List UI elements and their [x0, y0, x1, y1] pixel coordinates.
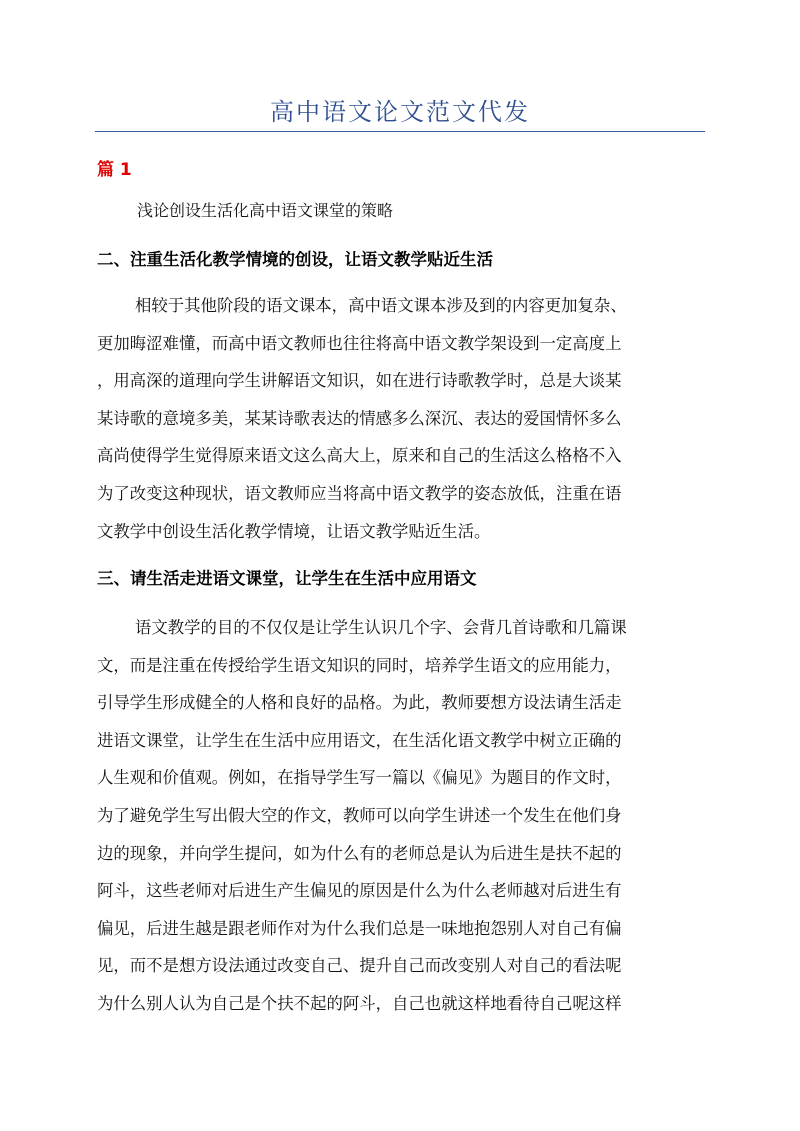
paragraph-line: 引导学生形成健全的人格和良好的品格。为此，教师要想方设法请生活走 [97, 693, 622, 713]
paragraph-line: 相较于其他阶段的语文课本，高中语文课本涉及到的内容更加复杂、 [135, 296, 627, 315]
paragraph-line: 为什么别人认为自己是个扶不起的阿斗，自己也就这样地看待自己呢这样 [97, 993, 622, 1013]
section-label: 篇 1 [97, 160, 132, 180]
paragraph-line: 人生观和价值观。例如，在指导学生写一篇以《偏见》为题目的作文时， [97, 768, 622, 788]
paragraph-line: 高尚使得学生觉得原来语文这么高大上，原来和自己的生活这么格格不入 [97, 446, 622, 466]
paragraph-line: 阿斗，这些老师对后进生产生偏见的原因是什么为什么老师越对后进生有 [97, 881, 622, 901]
paragraph-line: 见，而不是想方设法通过改变自己、提升自己而改变别人对自己的看法呢 [97, 956, 622, 976]
paragraph-line: 文教学中创设生活化教学情境，让语文教学贴近生活。 [97, 521, 491, 541]
paragraph-line: 更加晦涩难懂，而高中语文教师也往往将高中语文教学架设到一定高度上 [97, 333, 622, 353]
paragraph-line: 偏见，后进生越是跟老师作对为什么我们总是一味地抱怨别人对自己有偏 [97, 918, 622, 938]
paragraph-line: 为了改变这种现状，语文教师应当将高中语文教学的姿态放低，注重在语 [97, 483, 622, 503]
paragraph-2 [97, 609, 707, 1023]
section-heading-2: 二、注重生活化教学情境的创设，让语文教学贴近生活 [97, 250, 493, 269]
title-underline [95, 131, 705, 132]
paragraph-line: 语文教学的目的不仅仅是让学生认识几个字、会背几首诗歌和几篇课 [135, 618, 627, 637]
paragraph-line: 边的现象，并向学生提问，如为什么有的老师总是认为后进生是扶不起的 [97, 843, 622, 863]
article-subtitle: 浅论创设生活化高中语文课堂的策略 [137, 201, 394, 220]
paragraph-line: 某诗歌的意境多美，某某诗歌表达的情感多么深沉、表达的爱国情怀多么 [97, 408, 622, 428]
document-title: 高中语文论文范文代发 [270, 98, 530, 126]
paragraph-1 [97, 287, 707, 550]
paragraph-line: 进语文课堂，让学生在生活中应用语文，在生活化语文教学中树立正确的 [97, 730, 622, 750]
section-heading-3: 三、请生活走进语文课堂，让学生在生活中应用语文 [97, 569, 477, 588]
paragraph-line: ，用高深的道理向学生讲解语文知识，如在进行诗歌教学时，总是大谈某 [97, 371, 622, 391]
paragraph-line: 为了避免学生写出假大空的作文，教师可以向学生讲述一个发生在他们身 [97, 805, 622, 825]
paragraph-line: 文，而是注重在传授给学生语文知识的同时，培养学生语文的应用能力， [97, 655, 622, 675]
